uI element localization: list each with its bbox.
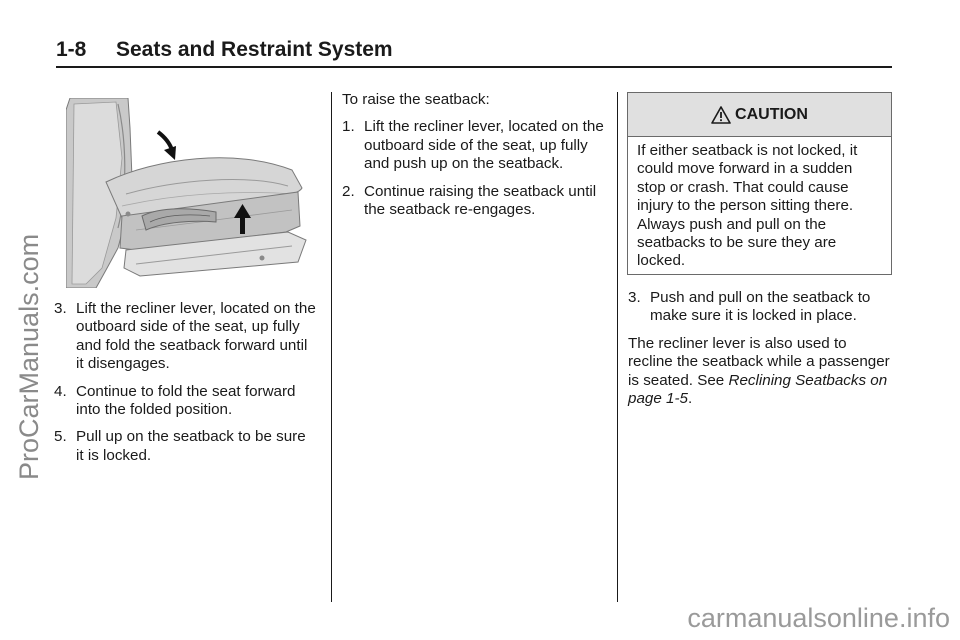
list-item bbox=[628, 289, 892, 326]
list-item bbox=[54, 300, 316, 374]
step-number: 5. bbox=[54, 428, 67, 446]
list-item bbox=[342, 183, 604, 220]
step-number: 3. bbox=[628, 289, 641, 306]
step-number: 3. bbox=[54, 300, 67, 317]
watermark-bottom: carmanualsonline.info bbox=[687, 603, 950, 633]
page-number: 1-8 bbox=[56, 38, 87, 61]
list-item bbox=[54, 383, 316, 420]
reference-paragraph bbox=[628, 335, 892, 409]
cross-reference-link[interactable]: Reclining Seatbacks on page 1-5 bbox=[628, 371, 888, 408]
step-text: Continue to fold the seat forward into the folded position. bbox=[76, 382, 296, 419]
list-item bbox=[54, 428, 316, 465]
step-text: Continue raising the seatback until the seatback re-engages. bbox=[364, 182, 597, 219]
section-title: Seats and Restraint System bbox=[116, 38, 393, 61]
caution-box bbox=[627, 92, 892, 275]
column-2 bbox=[342, 91, 604, 228]
page-header bbox=[56, 38, 892, 68]
seat-illustration bbox=[66, 98, 312, 288]
watermark-left: ProCarManuals.com bbox=[14, 233, 44, 480]
intro-text: To raise the seatback: bbox=[342, 91, 490, 108]
column-3 bbox=[628, 289, 892, 417]
step-number: 4. bbox=[54, 382, 67, 400]
caution-text: If either seatback is not locked, it could move forward in a sudden stop or crash. That could cause injury to the person sitting there. Always push and pull on the seatbacks to be sure they are locked. bbox=[637, 142, 858, 270]
arrow-down-icon bbox=[158, 132, 176, 160]
warning-triangle-icon bbox=[711, 105, 731, 125]
step-text: Lift the recliner lever, located on the outboard side of the seat, up fully and fold the seatback forward until it disengages. bbox=[76, 300, 316, 373]
step-text: Lift the recliner lever, located on the outboard side of the seat, up fully and push up on the seatback. bbox=[364, 118, 604, 173]
list-item bbox=[342, 118, 604, 173]
column-divider-2 bbox=[617, 92, 618, 602]
column-divider-1 bbox=[331, 92, 332, 602]
step-number: 1. bbox=[342, 118, 355, 136]
step-text: Push and pull on the seatback to make sure it is locked in place. bbox=[650, 289, 871, 325]
paragraph-text: The recliner lever is also used to recline the seatback while a passenger is seated. See bbox=[628, 334, 890, 389]
caution-header bbox=[628, 93, 891, 137]
step-number: 2. bbox=[342, 182, 355, 200]
caution-title: CAUTION bbox=[735, 105, 808, 123]
paragraph-end: . bbox=[687, 390, 693, 408]
column-1 bbox=[54, 300, 316, 474]
step-text: Pull up on the seatback to be sure it is locked. bbox=[76, 428, 306, 464]
